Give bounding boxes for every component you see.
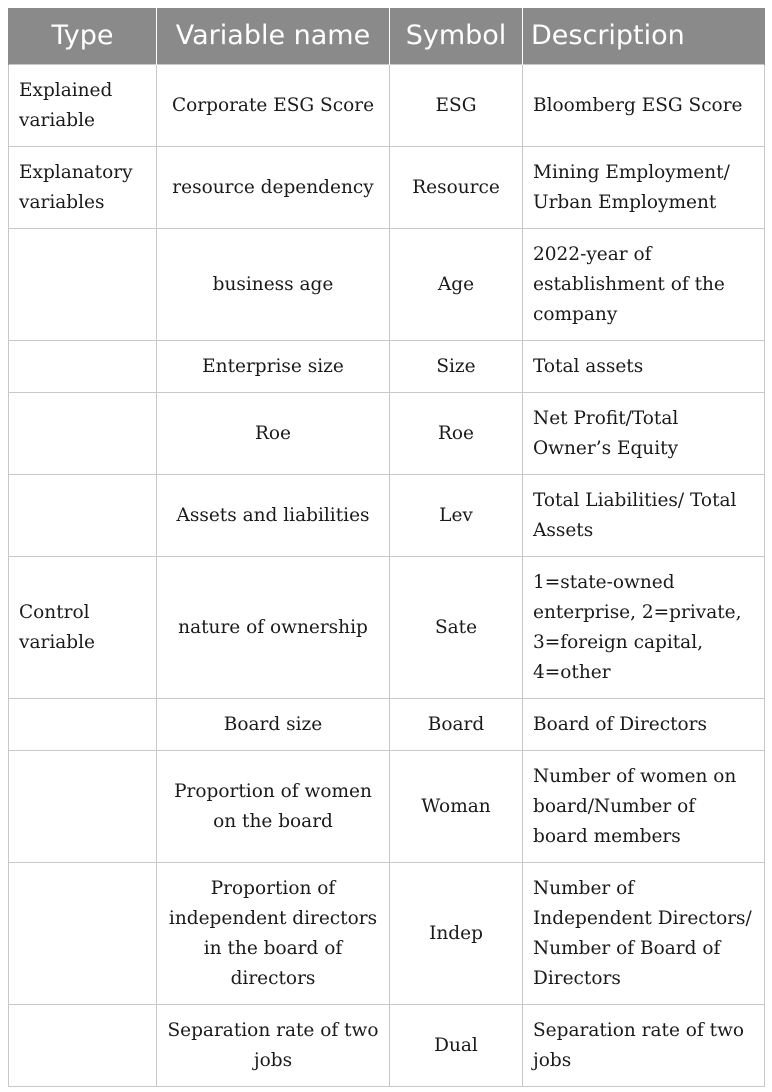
table-row [9, 863, 765, 1005]
cell-type [9, 393, 157, 475]
table-row [9, 699, 765, 751]
cell-type: Explained variable [9, 65, 157, 147]
cell-type: Explanatory variables [9, 147, 157, 229]
table-row [9, 1005, 765, 1087]
cell-description: 1=state-owned enterprise, 2=private, 3=foreign capital, 4=other [523, 557, 765, 699]
cell-description: Total Liabilities/ Total Assets [523, 475, 765, 557]
cell-symbol: ESG [390, 65, 523, 147]
table-row [9, 341, 765, 393]
cell-description: Net Profit/Total Owner’s Equity [523, 393, 765, 475]
cell-type [9, 863, 157, 1005]
cell-symbol: Size [390, 341, 523, 393]
cell-symbol: Roe [390, 393, 523, 475]
cell-type [9, 1005, 157, 1087]
table-row [9, 65, 765, 147]
cell-symbol: Age [390, 229, 523, 341]
cell-variable-name: business age [157, 229, 390, 341]
table-header [9, 8, 765, 65]
cell-symbol: Resource [390, 147, 523, 229]
cell-variable-name: Assets and liabilities [157, 475, 390, 557]
table-row [9, 475, 765, 557]
table-row [9, 557, 765, 699]
table-row [9, 229, 765, 341]
table-row [9, 147, 765, 229]
cell-variable-name: Separation rate of two jobs [157, 1005, 390, 1087]
header-type: Type [9, 8, 157, 65]
cell-description: Bloomberg ESG Score [523, 65, 765, 147]
cell-variable-name: Board size [157, 699, 390, 751]
cell-symbol: Sate [390, 557, 523, 699]
cell-variable-name: Enterprise size [157, 341, 390, 393]
cell-symbol: Dual [390, 1005, 523, 1087]
cell-variable-name: Roe [157, 393, 390, 475]
cell-description: Separation rate of two jobs [523, 1005, 765, 1087]
cell-type [9, 475, 157, 557]
cell-symbol: Woman [390, 751, 523, 863]
cell-type [9, 341, 157, 393]
cell-symbol: Board [390, 699, 523, 751]
table-row [9, 393, 765, 475]
header-variable-name: Variable name [157, 8, 390, 65]
table-row [9, 751, 765, 863]
cell-type: Control variable [9, 557, 157, 699]
table-body [9, 65, 765, 1087]
header-symbol: Symbol [390, 8, 523, 65]
cell-symbol: Lev [390, 475, 523, 557]
cell-description: Number of Independent Directors/ Number of Board of Directors [523, 863, 765, 1005]
cell-variable-name: Proportion of women on the board [157, 751, 390, 863]
header-description: Description [523, 8, 765, 65]
cell-variable-name: Corporate ESG Score [157, 65, 390, 147]
cell-description: Board of Directors [523, 699, 765, 751]
cell-symbol: Indep [390, 863, 523, 1005]
cell-type [9, 229, 157, 341]
header-row [9, 8, 765, 65]
cell-variable-name: Proportion of independent directors in the board of directors [157, 863, 390, 1005]
cell-description: Total assets [523, 341, 765, 393]
variables-table [8, 8, 765, 1087]
cell-description: 2022-year of establishment of the company [523, 229, 765, 341]
cell-variable-name: nature of ownership [157, 557, 390, 699]
cell-description: Mining Employment/ Urban Employment [523, 147, 765, 229]
cell-description: Number of women on board/Number of board members [523, 751, 765, 863]
cell-variable-name: resource dependency [157, 147, 390, 229]
cell-type [9, 751, 157, 863]
cell-type [9, 699, 157, 751]
